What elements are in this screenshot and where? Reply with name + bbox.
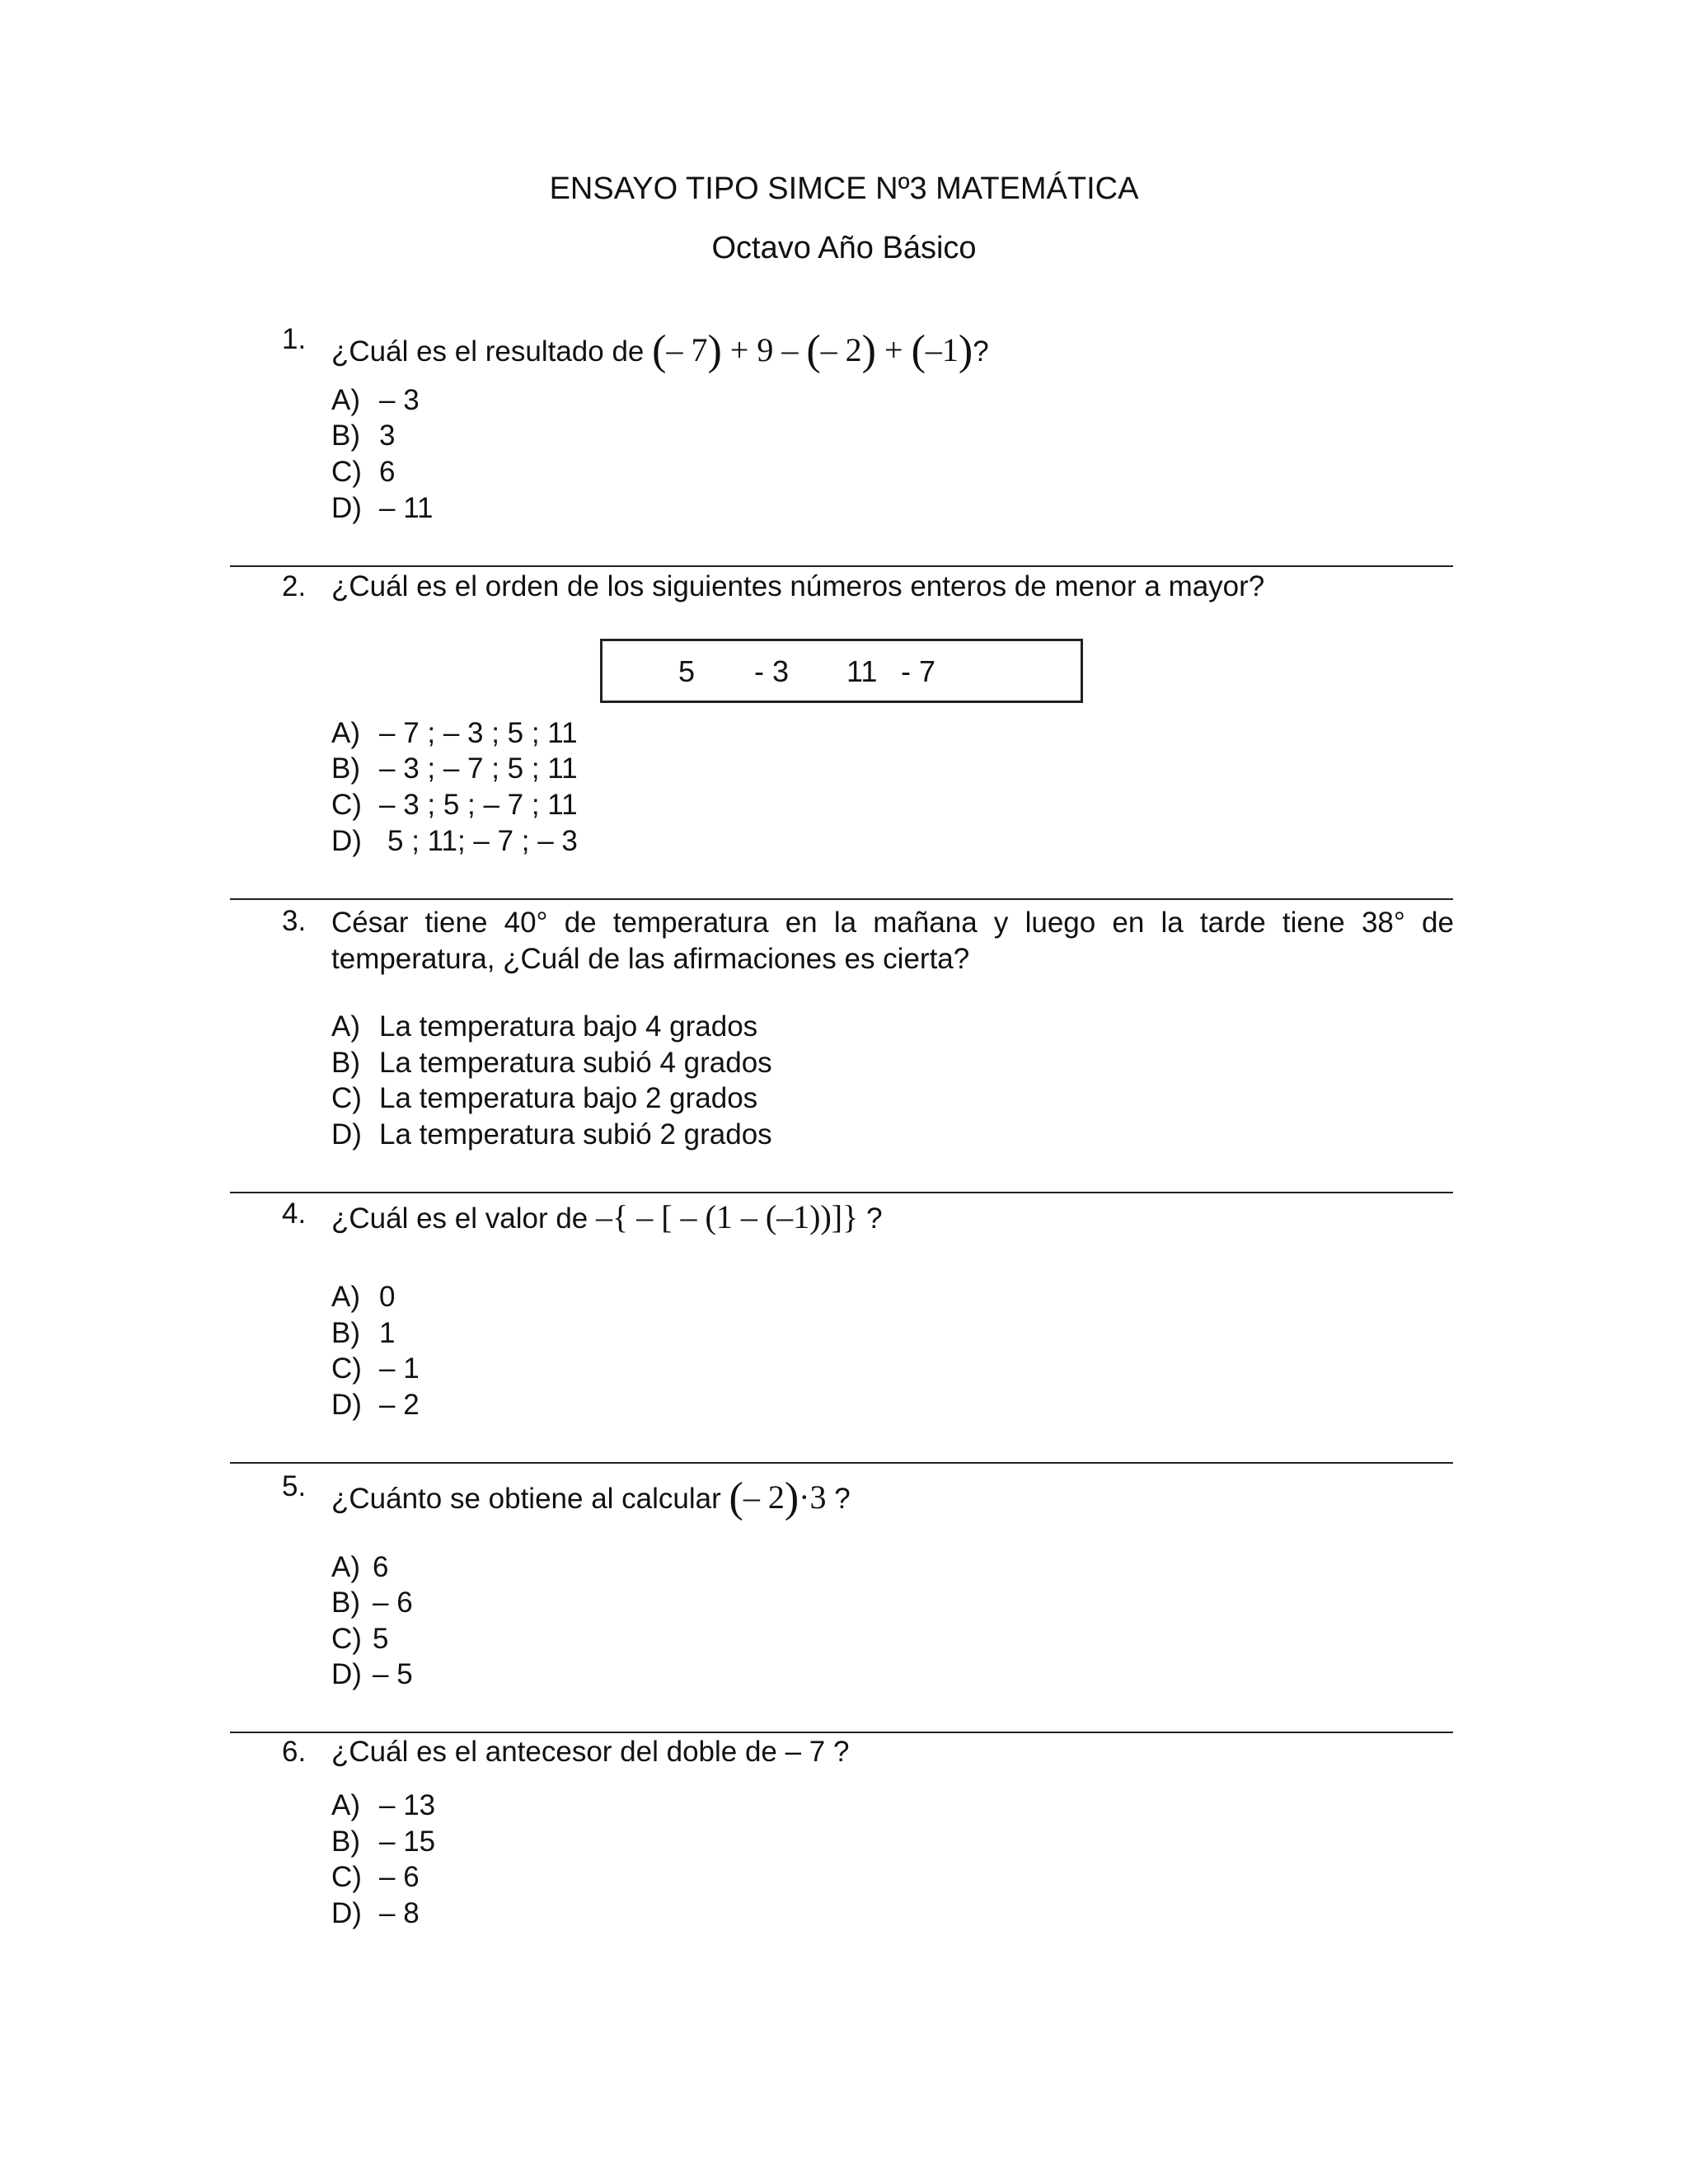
option-d: D) 5 ; 11; – 7 ; – 3 [331, 825, 578, 857]
option-a: A) La temperatura bajo 4 grados [331, 1010, 758, 1043]
divider [230, 1732, 1453, 1733]
option-d: D) – 5 [331, 1658, 413, 1690]
option-c: C) 6 [331, 456, 396, 488]
option-b: B) 3 [331, 419, 396, 452]
divider [230, 565, 1453, 567]
option-c: C) – 1 [331, 1352, 420, 1385]
question-number: 5. [282, 1470, 307, 1502]
question-number: 4. [282, 1197, 307, 1230]
option-a: A) 0 [331, 1281, 396, 1313]
option-c: C) 5 [331, 1623, 389, 1655]
math-expression: –{ – [ – (1 – (–1))]} [596, 1198, 859, 1235]
option-b: B) – 15 [331, 1825, 436, 1858]
question-text: ¿Cuánto se obtiene al calcular [331, 1483, 721, 1515]
option-c: C) La temperatura bajo 2 grados [331, 1082, 758, 1114]
box-number: - 3 [754, 654, 790, 688]
option-b: B) La temperatura subió 4 grados [331, 1047, 772, 1079]
question-number: 6. [282, 1736, 307, 1768]
box-number: 11 [846, 654, 878, 688]
math-expression: (– 7) + 9 – (– 2) + (–1) [652, 327, 973, 374]
option-d: D) – 8 [331, 1897, 420, 1929]
option-a: A) – 3 [331, 384, 420, 416]
option-a: A) – 13 [331, 1789, 436, 1821]
question-text: ¿Cuál es el valor de [331, 1202, 588, 1235]
numbers-box [600, 639, 1083, 703]
question-number: 1. [282, 323, 307, 355]
math-expression: (– 2)·3 [729, 1474, 827, 1521]
question-number: 2. [282, 570, 307, 602]
option-a: A) – 7 ; – 3 ; 5 ; 11 [331, 717, 578, 749]
exam-title: ENSAYO TIPO SIMCE Nº3 MATEMÁTICA [549, 171, 1139, 206]
option-b: B) – 6 [331, 1586, 413, 1619]
box-number: 5 [678, 654, 696, 688]
option-c: C) – 3 ; 5 ; – 7 ; 11 [331, 789, 578, 821]
option-d: D) – 2 [331, 1389, 420, 1421]
question-text: ¿Cuál es el resultado de [331, 335, 645, 368]
option-b: B) – 3 ; – 7 ; 5 ; 11 [331, 752, 578, 785]
question-text: ¿Cuál es el antecesor del doble de – 7 ? [331, 1736, 850, 1768]
question-text: ¿Cuál es el orden de los siguientes números enteros de menor a mayor? [331, 570, 1265, 602]
option-c: C) – 6 [331, 1861, 420, 1893]
option-d: D) – 11 [331, 492, 434, 524]
question-text: César tiene 40° de temperatura en la mañana y luego en la tarde tiene 38° de temperatura, ¿Cuál de las afirmaciones es cierta? [331, 907, 1454, 975]
option-d: D) La temperatura subió 2 grados [331, 1118, 772, 1151]
box-number: - 7 [901, 654, 936, 688]
option-b: B) 1 [331, 1317, 396, 1349]
exam-subtitle: Octavo Año Básico [711, 231, 977, 265]
divider [230, 1462, 1453, 1464]
divider [230, 898, 1453, 900]
option-a: A) 6 [331, 1551, 389, 1583]
exam-page: ENSAYO TIPO SIMCE Nº3 MATEMÁTICA Octavo Año Básico 1. ¿Cuál es el resultado de (– 7) + 9 – (– 2) + (–1)? A) – 3 B) 3 C) 6 D) – 11 2. ¿Cuál es el orden de los siguientes números enteros de menor a mayor? 5 - 3 11 - 7 A) – 7 ; – 3 ; 5 ; 11 B) – 3 ; – 7 ; 5 ; 11 C) – 3 ; 5 ; – 7 ; 11 D) 5 ; 11; – 7 ; – 3 3. César tiene 40° de temperatura en la mañana y luego en la tarde tiene 38° de temperatura, ¿Cuál de las afirmaciones es cierta? A) La temperatura bajo 4 grados B) La temperatura subió 4 grados C) La temperatura bajo 2 grados D) La temperatura subió 2 grados 4. ¿Cuál es el valor de –{ – [ – (1 – (–1))]} ? A) 0 B) 1 C) – 1 D) – 2 5. ¿Cuánto se obtiene al calcular (– 2)·3 ? A) 6 B) – 6 C) 5 D) – 5 6. ¿Cuál es el antecesor del doble de – 7 ? A) – 13 B) – 15 C) – 6 D) – 8 [0, 0, 1688, 2184]
divider [230, 1192, 1453, 1193]
question-number: 3. [282, 905, 307, 937]
